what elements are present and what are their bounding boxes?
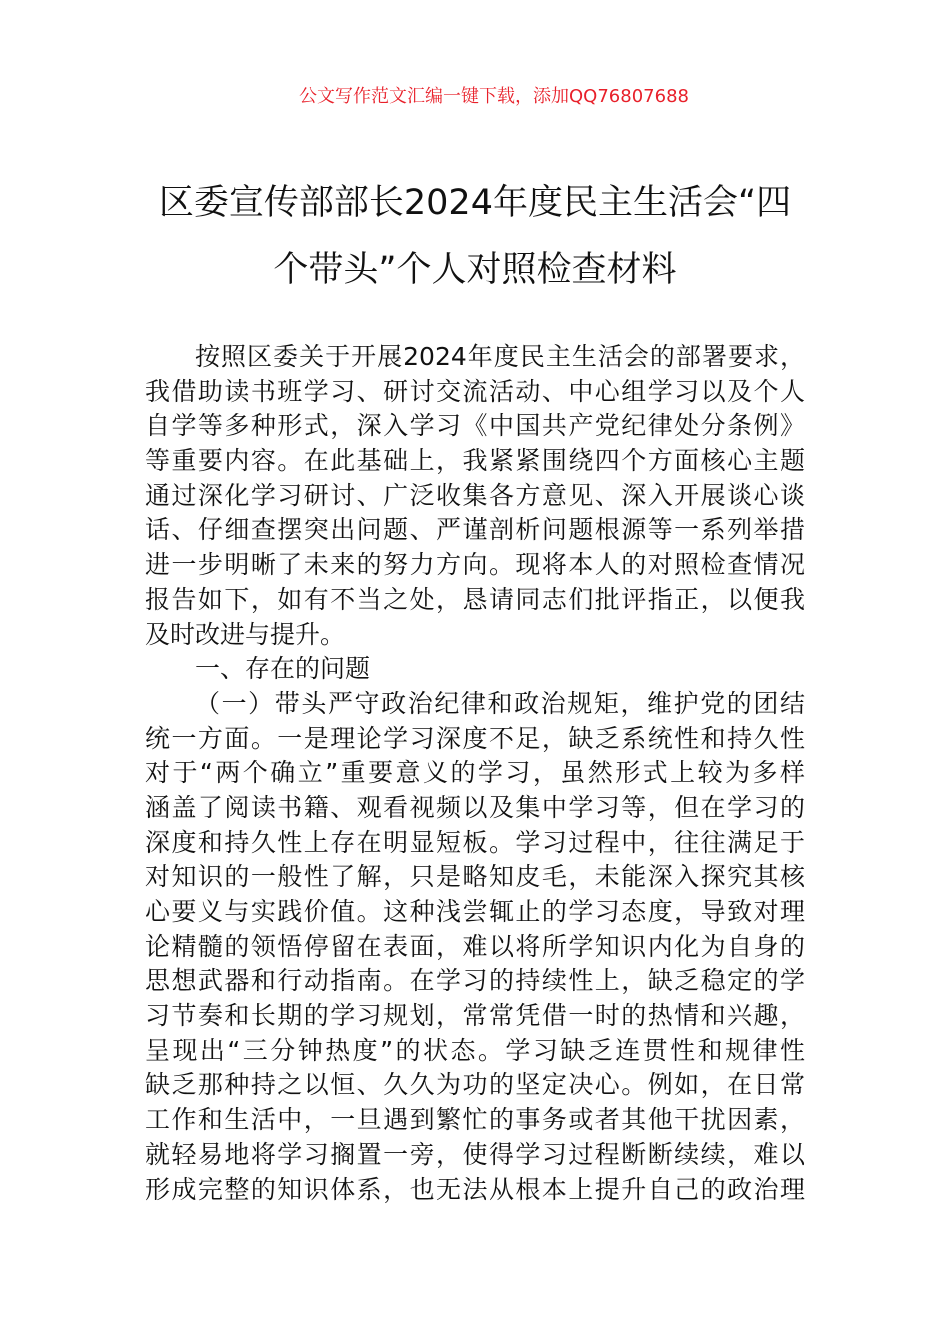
text-line: 我借助读书班学习、研讨交流活动、中心组学习以及个人 xyxy=(145,376,805,406)
text-line: 工作和生活中，一旦遇到繁忙的事务或者其他干扰因素， xyxy=(145,1105,805,1135)
text-line: 习节奏和长期的学习规划，常常凭借一时的热情和兴趣， xyxy=(145,1001,805,1031)
text-line: 按照区委关于开展2024年度民主生活会的部署要求， xyxy=(195,342,805,371)
text-line: 心要义与实践价值。这种浅尝辄止的学习态度，导致对理 xyxy=(145,897,805,926)
text-line: 统一方面。一是理论学习深度不足，缺乏系统性和持久性 xyxy=(145,723,805,753)
text-line: 报告如下，如有不当之处，恳请同志们批评指正，以便我 xyxy=(145,584,805,614)
text-line: 呈现出“三分钟热度”的状态。学习缺乏连贯性和规律性 xyxy=(145,1035,805,1065)
text-line: 就轻易地将学习搁置一旁，使得学习过程断断续续，难以 xyxy=(145,1139,805,1169)
text-line: 进一步明晰了未来的努力方向。现将本人的对照检查情况 xyxy=(145,550,805,580)
text-line: 及时改进与提升。 xyxy=(145,619,346,649)
text-line: 自学等多种形式，深入学习《中国共产党纪律处分条例》 xyxy=(145,411,805,441)
text-line: 对知识的一般性了解，只是略知皮毛，未能深入探究其核 xyxy=(145,862,805,892)
text-line: 一、存在的问题 xyxy=(195,654,371,684)
document-title-line-1: 区委宣传部部长2024年度民主生活会“四 xyxy=(158,183,792,223)
text-line: 等重要内容。在此基础上，我紧紧围绕四个方面核心主题 xyxy=(145,446,805,476)
text-line: 形成完整的知识体系，也无法从根本上提升自己的政治理 xyxy=(145,1174,805,1204)
document-title-line-2: 个带头”个人对照检查材料 xyxy=(273,250,677,290)
text-line: 话、仔细查摆突出问题、严谨剖析问题根源等一系列举措 xyxy=(145,515,805,545)
text-line: 对于“两个确立”重要意义的学习，虽然形式上较为多样 xyxy=(145,758,805,788)
document-body xyxy=(145,340,805,1207)
text-line: 思想武器和行动指南。在学习的持续性上，缺乏稳定的学 xyxy=(145,966,805,996)
text-line: 深度和持久性上存在明显短板。学习过程中，往往满足于 xyxy=(145,827,805,857)
text-line: 通过深化学习研讨、广泛收集各方意见、深入开展谈心谈 xyxy=(145,480,805,510)
text-line: （一）带头严守政治纪律和政治规矩，维护党的团结 xyxy=(195,688,805,718)
text-line: 缺乏那种持之以恒、久久为功的坚定决心。例如，在日常 xyxy=(145,1070,805,1100)
download-watermark: 公文写作范文汇编一键下载，添加QQ76807688 xyxy=(299,86,689,107)
text-line: 论精髓的领悟停留在表面，难以将所学知识内化为自身的 xyxy=(145,931,805,961)
text-line: 涵盖了阅读书籍、观看视频以及集中学习等，但在学习的 xyxy=(145,792,805,822)
